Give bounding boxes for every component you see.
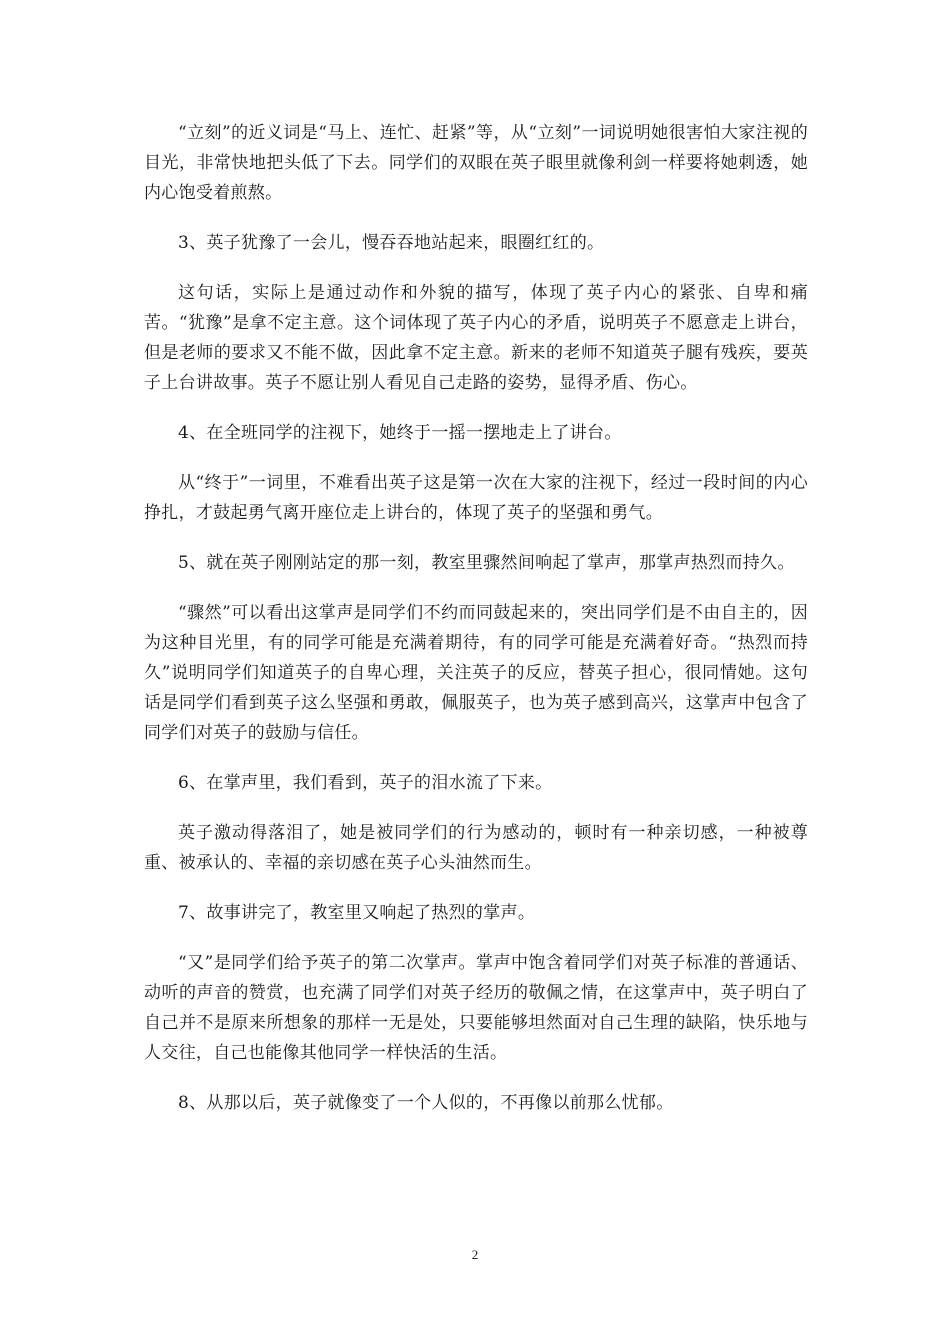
paragraph-explanation-7: “又”是同学们给予英子的第二次掌声。掌声中饱含着同学们对英子标准的普通话、动听的声音的赞赏，也充满了同学们对英子经历的敬佩之情，在这掌声中，英子明白了自己并不是原来所想象的那样一无是处，只要能够坦然面对自己生理的缺陷，快乐地与人交往，自己也能像其他同学一样快活的生活。 <box>144 953 808 1063</box>
paragraph-explanation-5: “骤然”可以看出这掌声是同学们不约而同鼓起来的，突出同学们是不由自主的，因为这种目光里，有的同学可能是充满着期待，有的同学可能是充满着好奇。“热烈而持久”说明同学们知道英子的自卑心理，关注英子的反应，替英子担心，很同情她。这句话是同学们看到英子这么坚强和勇敢，佩服英子，也为英子感到高兴，这掌声中包含了同学们对英子的鼓励与信任。 <box>144 603 808 743</box>
paragraph-explanation-3: 这句话，实际上是通过动作和外貌的描写，体现了英子内心的紧张、自卑和痛苦。“犹豫”是拿不定主意。这个词体现了英子内心的矛盾，说明英子不愿意走上讲台，但是老师的要求又不能不做，因此拿不定主意。新来的老师不知道英子腿有残疾，要英子上台讲故事。英子不愿让别人看见自己走路的姿势，显得矛盾、伤心。 <box>144 283 808 393</box>
paragraph-point-7: 7、故事讲完了，教室里又响起了热烈的掌声。 <box>178 903 536 923</box>
paragraph-point-5: 5、就在英子刚刚站定的那一刻，教室里骤然间响起了掌声，那掌声热烈而持久。 <box>178 553 795 573</box>
paragraph-explanation-6: 英子激动得落泪了，她是被同学们的行为感动的，顿时有一种亲切感，一种被尊重、被承认的、幸福的亲切感在英子心头油然而生。 <box>144 823 808 873</box>
document-body <box>144 118 808 1118</box>
page-number: 2 <box>471 1247 479 1262</box>
paragraph-point-4: 4、在全班同学的注视下，她终于一摇一摆地走上了讲台。 <box>178 423 622 443</box>
paragraph-point-8: 8、从那以后，英子就像变了一个人似的，不再像以前那么忧郁。 <box>178 1093 674 1113</box>
paragraph-explanation-4: 从“终于”一词里，不难看出英子这是第一次在大家的注视下，经过一段时间的内心挣扎，才鼓起勇气离开座位走上讲台的，体现了英子的坚强和勇气。 <box>144 473 808 523</box>
paragraph-explanation-likesly: “立刻”的近义词是“马上、连忙、赶紧”等，从“立刻”一词说明她很害怕大家注视的目光，非常快地把头低了下去。同学们的双眼在英子眼里就像利剑一样要将她刺透，她内心饱受着煎熬。 <box>144 123 808 203</box>
paragraph-point-6: 6、在掌声里，我们看到，英子的泪水流了下来。 <box>178 773 553 793</box>
paragraph-point-3: 3、英子犹豫了一会儿，慢吞吞地站起来，眼圈红红的。 <box>178 233 605 253</box>
